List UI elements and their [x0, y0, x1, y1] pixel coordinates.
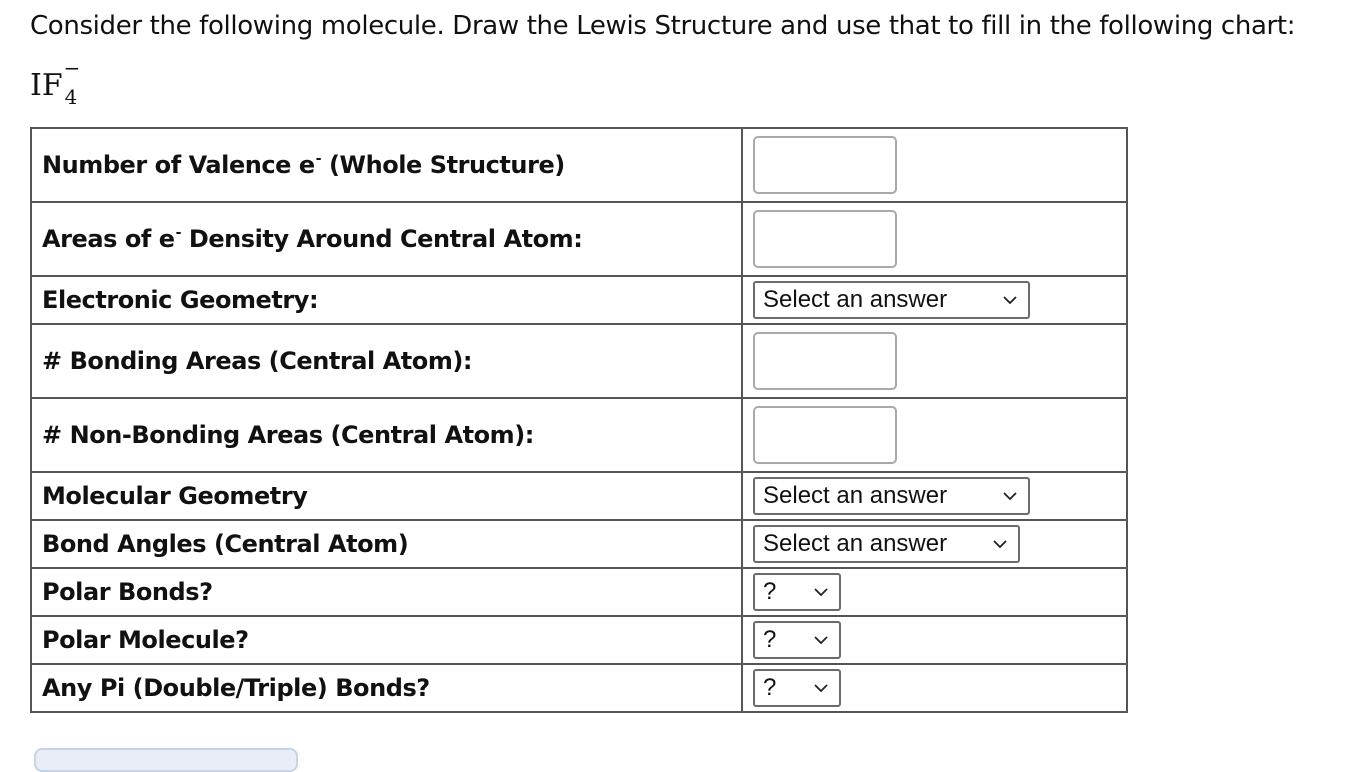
chart-row-pi-bonds [31, 664, 1127, 712]
chart-row-electronic-geometry [31, 276, 1127, 324]
chart-row-valence-electrons [31, 128, 1127, 202]
chart-row-non-bonding-areas [31, 398, 1127, 472]
electronic-geometry-select[interactable] [753, 281, 1030, 319]
row-label: Electronic Geometry: [31, 276, 742, 324]
row-label: Polar Bonds? [31, 568, 742, 616]
select-value: Select an answer [763, 530, 948, 557]
answer-cell [742, 128, 1127, 202]
row-label [31, 202, 742, 276]
bond-angles-select[interactable] [753, 525, 1020, 563]
chart-row-bond-angles [31, 520, 1127, 568]
row-label-tail: Density Around Central Atom: [180, 225, 583, 253]
answer-cell [742, 202, 1127, 276]
instructions-text: Consider the following molecule. Draw the Lewis Structure and use that to fill in the following chart: [30, 11, 1296, 41]
non-bonding-areas-input[interactable] [753, 406, 897, 464]
pi-bonds-select[interactable] [753, 669, 841, 707]
chart-row-bonding-areas [31, 324, 1127, 398]
chart-row-polar-bonds [31, 568, 1127, 616]
polar-molecule-select[interactable] [753, 621, 841, 659]
answer-chart [30, 127, 1128, 713]
molecule-formula [30, 56, 81, 109]
row-label: Molecular Geometry [31, 472, 742, 520]
answer-cell [742, 568, 1127, 616]
row-label: Any Pi (Double/Triple) Bonds? [31, 664, 742, 712]
chevron-down-icon [813, 584, 829, 600]
select-value: Select an answer [763, 286, 948, 313]
electron-superscript: - [175, 225, 181, 241]
answer-cell [742, 276, 1127, 324]
bonding-areas-input[interactable] [753, 332, 897, 390]
polar-bonds-select[interactable] [753, 573, 841, 611]
chevron-down-icon [992, 536, 1008, 552]
molecule-symbol: IF [30, 68, 63, 103]
answer-cell [742, 616, 1127, 664]
row-label-text: Areas of e [42, 225, 175, 253]
molecular-geometry-select[interactable] [753, 477, 1030, 515]
row-label: Polar Molecule? [31, 616, 742, 664]
answer-cell [742, 324, 1127, 398]
chevron-down-icon [1002, 488, 1018, 504]
row-label: # Bonding Areas (Central Atom): [31, 324, 742, 398]
chart-row-polar-molecule [31, 616, 1127, 664]
answer-cell [742, 398, 1127, 472]
electron-superscript: - [315, 151, 322, 167]
row-label-text: Number of Valence e [42, 151, 315, 179]
answer-cell [742, 664, 1127, 712]
electron-density-areas-input[interactable] [753, 210, 897, 268]
select-value: ? [763, 578, 777, 605]
row-label-tail: (Whole Structure) [321, 151, 565, 179]
chevron-down-icon [813, 632, 829, 648]
select-value: Select an answer [763, 482, 948, 509]
chevron-down-icon [813, 680, 829, 696]
answer-cell [742, 520, 1127, 568]
row-label: # Non-Bonding Areas (Central Atom): [31, 398, 742, 472]
chart-row-molecular-geometry [31, 472, 1127, 520]
row-label [31, 128, 742, 202]
chevron-down-icon [1002, 292, 1018, 308]
select-value: ? [763, 674, 777, 701]
answer-cell [742, 472, 1127, 520]
molecule-subscript: 4 [64, 85, 78, 109]
submit-button-partial[interactable] [34, 748, 298, 772]
valence-electrons-input[interactable] [753, 136, 897, 194]
select-value: ? [763, 626, 777, 653]
chart-row-electron-density-areas [31, 202, 1127, 276]
molecule-charge: − [63, 56, 81, 80]
row-label: Bond Angles (Central Atom) [31, 520, 742, 568]
molecule-sub-sup [63, 56, 81, 109]
